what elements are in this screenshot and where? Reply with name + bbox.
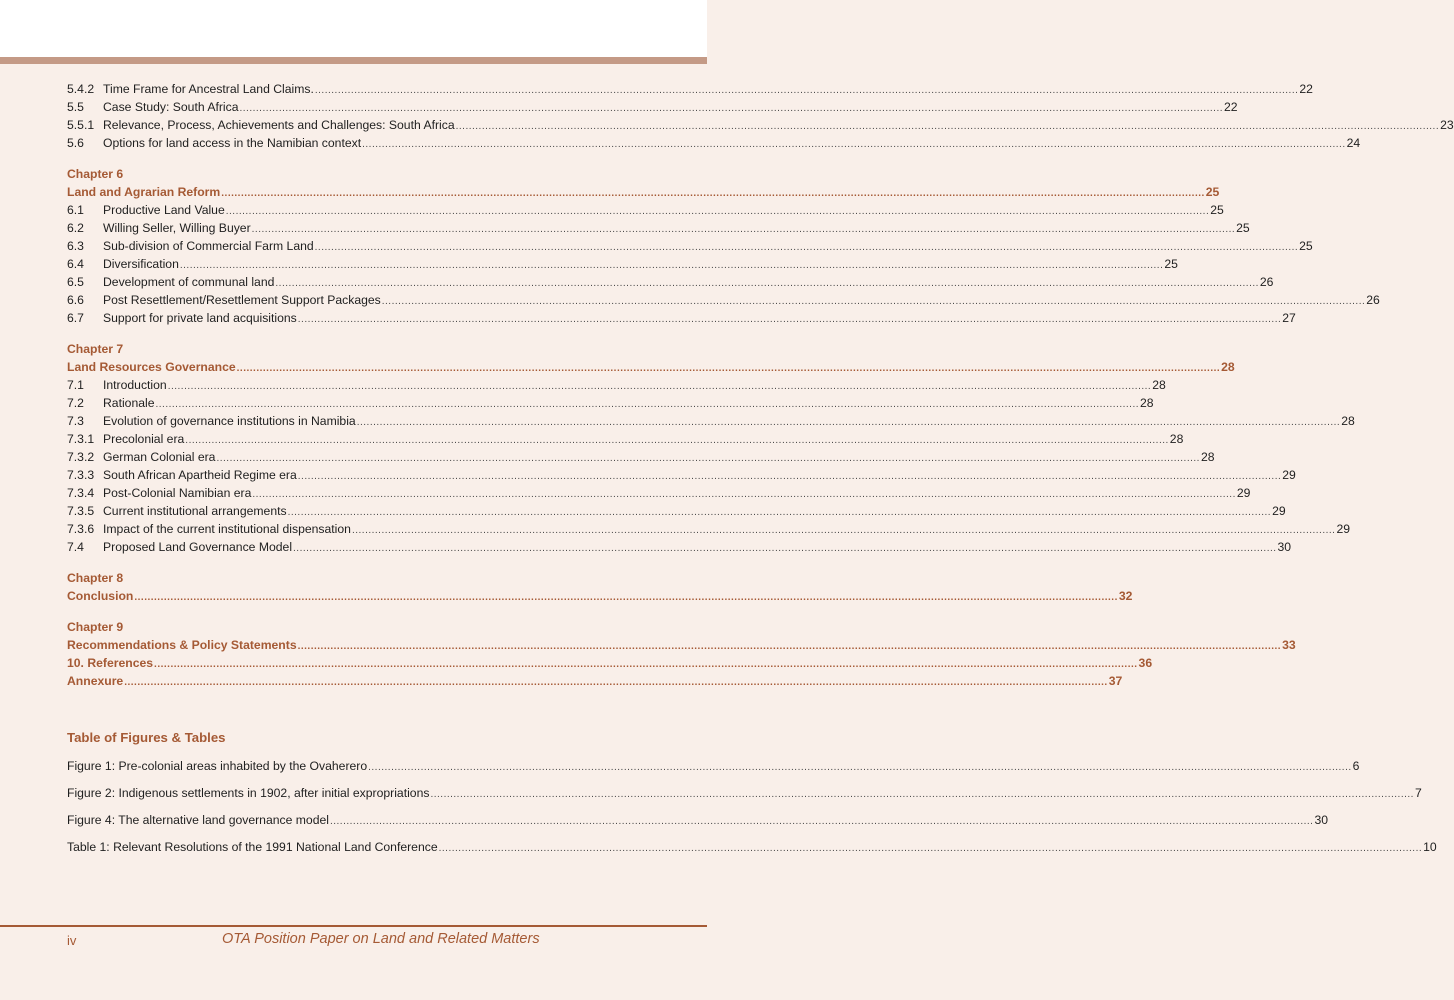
chapter-6-title-row[interactable] (67, 183, 1220, 201)
leader-dots: ............................................................................................................................................................................................................................................................................................................ (225, 206, 1210, 217)
entry-title: Case Study: South Africa (103, 100, 239, 114)
toc-entry[interactable] (67, 309, 1296, 327)
toc-section-6 (67, 201, 1380, 327)
section-number: 6.4 (67, 257, 84, 271)
back-matter-entry[interactable] (67, 654, 1153, 672)
figures-heading: Table of Figures & Tables (67, 730, 226, 745)
chapter-title: Land Resources Governance (67, 360, 236, 374)
entry-title: Current institutional arrangements (103, 504, 287, 518)
section-number: 5.6 (67, 136, 84, 150)
entry-title: Productive Land Value (103, 203, 225, 217)
page-number: 28 (1341, 414, 1355, 428)
figure-entry[interactable] (67, 784, 1422, 811)
page-number: 25 (1236, 221, 1250, 235)
toc-entry[interactable] (67, 116, 1454, 134)
leader-dots: ............................................................................................................................................................................................................................................................................................................ (314, 85, 1299, 96)
figure-entry[interactable] (67, 811, 1329, 838)
toc-section-5 (67, 80, 1454, 152)
top-band (0, 57, 707, 64)
page-number: 30 (1314, 813, 1329, 827)
page-number: 22 (1299, 82, 1313, 96)
toc-entry[interactable] (67, 466, 1296, 484)
section-number: 7.3.1 (67, 432, 95, 446)
top-white-margin (0, 0, 707, 57)
toc-entry[interactable] (67, 134, 1361, 152)
leader-dots: ............................................................................................................................................................................................................................................................................................................ (179, 260, 1164, 271)
toc-entry[interactable] (67, 219, 1250, 237)
leader-dots: ............................................................................................................................................................................................................................................................................................................ (297, 314, 1282, 325)
entry-title: Post-Colonial Namibian era (103, 486, 252, 500)
toc-entry[interactable] (67, 201, 1224, 219)
toc-entry[interactable] (67, 98, 1238, 116)
entry-title: Figure 4: The alternative land governance model (67, 813, 329, 827)
toc-section-7 (67, 376, 1355, 556)
toc-entry[interactable] (67, 448, 1215, 466)
section-number: 7.3.5 (67, 504, 95, 518)
section-number: 7.4 (67, 540, 84, 554)
toc-entry[interactable] (67, 273, 1274, 291)
chapter-7-title-row[interactable] (67, 358, 1235, 376)
page-number: 26 (1259, 275, 1274, 289)
page-number: 28 (1140, 396, 1154, 410)
chapter-8-label: Chapter 8 (67, 571, 124, 585)
section-number: 6.7 (67, 311, 84, 325)
page-number: 25 (1164, 257, 1178, 271)
leader-dots: ............................................................................................................................................................................................................................................................................................................ (275, 278, 1259, 289)
leader-dots: ............................................................................................................................................................................................................................................................................................................ (314, 242, 1299, 253)
leader-dots: ............................................................................................................................................................................................................................................................................................................ (154, 659, 1138, 670)
page-number: 22 (1224, 100, 1238, 114)
leader-dots: ............................................................................................................................................................................................................................................................................................................ (430, 789, 1414, 800)
toc-entry[interactable] (67, 484, 1251, 502)
back-matter-entry[interactable] (67, 672, 1123, 690)
page-number: 25 (1210, 203, 1224, 217)
entry-title: Willing Seller, Willing Buyer (103, 221, 251, 235)
toc-entry[interactable] (67, 394, 1154, 412)
entry-title: Diversification (103, 257, 179, 271)
table-of-contents (67, 80, 1454, 690)
page-number: 25 (1299, 239, 1313, 253)
leader-dots: ............................................................................................................................................................................................................................................................................................................ (351, 525, 1336, 536)
chapter-8-title-row[interactable] (67, 587, 1133, 605)
chapter-title: Conclusion (67, 589, 134, 603)
leader-dots: ............................................................................................................................................................................................................................................................................................................ (185, 435, 1169, 446)
chapter-title: Land and Agrarian Reform (67, 185, 221, 199)
chapter-9-title-row[interactable] (67, 636, 1296, 654)
leader-dots: ............................................................................................................................................................................................................................................................................................................ (455, 121, 1440, 132)
leader-dots: ............................................................................................................................................................................................................................................................................................................ (362, 139, 1346, 150)
entry-title: Rationale (103, 396, 155, 410)
section-number: 5.5.1 (67, 118, 95, 132)
section-number: 7.3 (67, 414, 84, 428)
entry-title: 10. References (67, 656, 154, 670)
leader-dots: ............................................................................................................................................................................................................................................................................................................ (216, 453, 1200, 464)
entry-title: Annexure (67, 674, 124, 688)
leader-dots: ............................................................................................................................................................................................................................................................................................................ (438, 843, 1423, 854)
toc-entry[interactable] (67, 520, 1351, 538)
page-number: 29 (1282, 468, 1296, 482)
page-number: 28 (1200, 450, 1215, 464)
section-number: 5.5 (67, 100, 84, 114)
chapter-title: Recommendations & Policy Statements (67, 638, 297, 652)
page-number: 26 (1366, 293, 1380, 307)
page-number: 28 (1152, 378, 1166, 392)
leader-dots: ............................................................................................................................................................................................................................................................................................................ (368, 762, 1352, 773)
section-number: 7.2 (67, 396, 84, 410)
footer-title: OTA Position Paper on Land and Related Matters (222, 931, 540, 947)
section-number: 6.3 (67, 239, 84, 253)
toc-entry[interactable] (67, 376, 1166, 394)
entry-title: Options for land access in the Namibian context (103, 136, 362, 150)
page-number: 25 (1205, 185, 1220, 199)
chapter-9-label: Chapter 9 (67, 620, 124, 634)
toc-entry[interactable] (67, 80, 1313, 98)
footer-page-number: iv (67, 933, 77, 948)
leader-dots: ............................................................................................................................................................................................................................................................................................................ (251, 224, 1236, 235)
leader-dots: ............................................................................................................................................................................................................................................................................................................ (252, 489, 1236, 500)
section-number: 7.3.3 (67, 468, 95, 482)
figures-list (67, 757, 1437, 865)
entry-title: Relevance, Process, Achievements and Challenges: South Africa (103, 118, 455, 132)
entry-title: Figure 2: Indigenous settlements in 1902, after initial expropriations (67, 786, 430, 800)
leader-dots: ............................................................................................................................................................................................................................................................................................................ (167, 381, 1152, 392)
leader-dots: ............................................................................................................................................................................................................................................................................................................ (155, 399, 1139, 410)
section-number: 7.3.2 (67, 450, 95, 464)
section-number: 6.6 (67, 293, 84, 307)
entry-title: Evolution of governance institutions in Namibia (103, 414, 356, 428)
section-number: 5.4.2 (67, 82, 95, 96)
entry-title: Support for private land acquisitions (103, 311, 297, 325)
figure-entry[interactable] (67, 757, 1360, 784)
leader-dots: ............................................................................................................................................................................................................................................................................................................ (293, 543, 1277, 554)
leader-dots: ............................................................................................................................................................................................................................................................................................................ (221, 188, 1205, 199)
entry-title: Introduction (103, 378, 167, 392)
leader-dots: ............................................................................................................................................................................................................................................................................................................ (356, 417, 1341, 428)
section-number: 6.2 (67, 221, 84, 235)
section-number: 7.1 (67, 378, 84, 392)
toc-entry[interactable] (67, 237, 1313, 255)
entry-title: South African Apartheid Regime era (103, 468, 297, 482)
chapter-6-label: Chapter 6 (67, 167, 124, 181)
leader-dots: ............................................................................................................................................................................................................................................................................................................ (124, 677, 1108, 688)
toc-entry[interactable] (67, 538, 1292, 556)
section-number: 7.3.6 (67, 522, 95, 536)
page-number: 29 (1236, 486, 1251, 500)
toc-entry[interactable] (67, 291, 1380, 309)
toc-entry[interactable] (67, 255, 1178, 273)
entry-title: Table 1: Relevant Resolutions of the 1991 National Land Conference (67, 840, 438, 854)
page-number: 10 (1423, 840, 1437, 854)
page-number: 29 (1272, 504, 1286, 518)
leader-dots: ............................................................................................................................................................................................................................................................................................................ (239, 103, 1223, 114)
leader-dots: ............................................................................................................................................................................................................................................................................................................ (329, 816, 1314, 827)
page-number: 32 (1118, 589, 1133, 603)
entry-title: Precolonial era (103, 432, 185, 446)
page-number: 27 (1282, 311, 1296, 325)
page-number: 29 (1336, 522, 1351, 536)
entry-title: Impact of the current institutional dispensation (103, 522, 351, 536)
toc-entry[interactable] (67, 430, 1184, 448)
entry-title: Time Frame for Ancestral Land Claims. (103, 82, 314, 96)
figure-entry[interactable] (67, 838, 1437, 865)
entry-title: Development of communal land (103, 275, 275, 289)
chapter-7-label: Chapter 7 (67, 342, 124, 356)
page-number: 24 (1346, 136, 1361, 150)
entry-title: Sub-division of Commercial Farm Land (103, 239, 314, 253)
page-number: 37 (1108, 674, 1123, 688)
entry-title: Post Resettlement/Resettlement Support Packages (103, 293, 381, 307)
page-number: 7 (1414, 786, 1422, 800)
toc-back-matter (67, 654, 1153, 690)
footer-rule (0, 925, 707, 927)
entry-title: Proposed Land Governance Model (103, 540, 293, 554)
page-number: 36 (1138, 656, 1153, 670)
page-number: 28 (1221, 360, 1235, 374)
entry-title: German Colonial era (103, 450, 216, 464)
page-number: 23 (1440, 118, 1454, 132)
section-number: 6.5 (67, 275, 84, 289)
leader-dots: ............................................................................................................................................................................................................................................................................................................ (134, 592, 1118, 603)
page-number: 30 (1277, 540, 1292, 554)
toc-entry[interactable] (67, 412, 1355, 430)
leader-dots: ............................................................................................................................................................................................................................................................................................................ (297, 641, 1282, 652)
entry-title: Figure 1: Pre-colonial areas inhabited by the Ovaherero (67, 759, 368, 773)
leader-dots: ............................................................................................................................................................................................................................................................................................................ (287, 507, 1272, 518)
leader-dots: ............................................................................................................................................................................................................................................................................................................ (236, 363, 1221, 374)
page-number: 33 (1282, 638, 1296, 652)
section-number: 6.1 (67, 203, 84, 217)
leader-dots: ............................................................................................................................................................................................................................................................................................................ (381, 296, 1366, 307)
toc-entry[interactable] (67, 502, 1286, 520)
page-number: 28 (1169, 432, 1184, 446)
leader-dots: ............................................................................................................................................................................................................................................................................................................ (297, 471, 1282, 482)
page-number: 6 (1352, 759, 1360, 773)
section-number: 7.3.4 (67, 486, 95, 500)
